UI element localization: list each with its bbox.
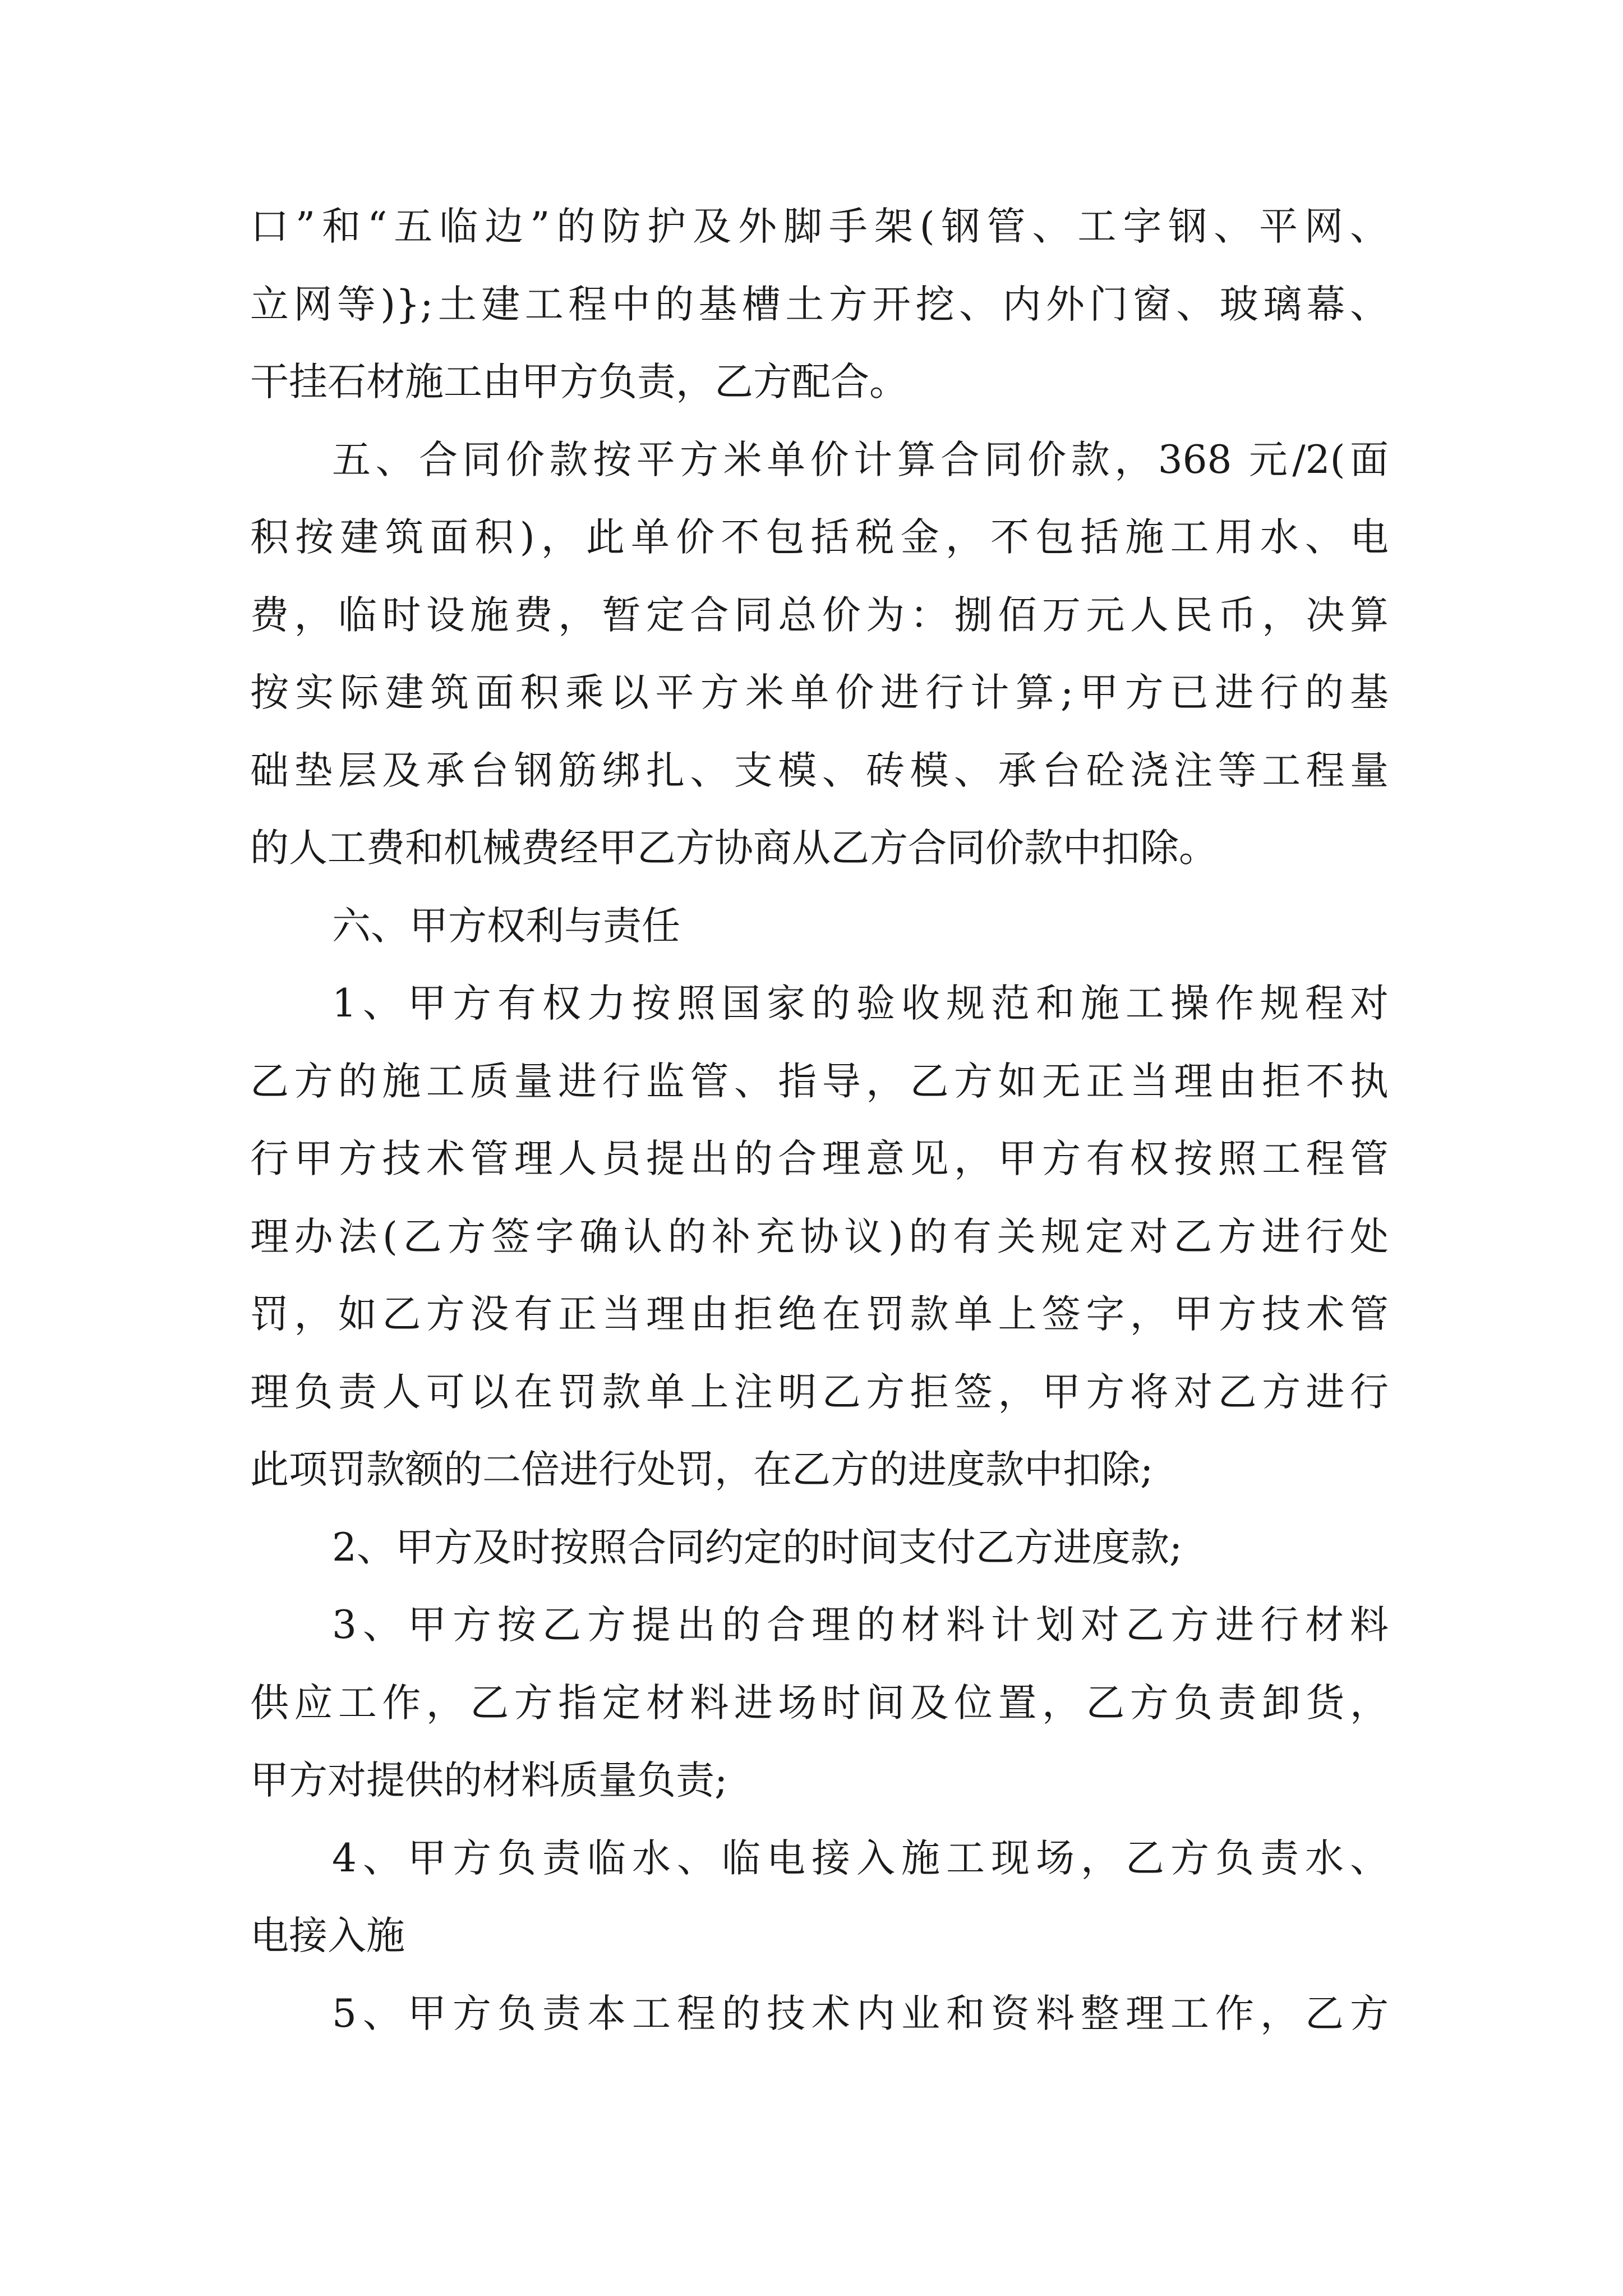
text-line: 理负责人可以在罚款单上注明乙方拒签，甲方将对乙方进行 <box>250 1369 1389 1415</box>
text-line: 乙方的施工质量进行监管、指导，乙方如无正当理由拒不执 <box>250 1059 1389 1104</box>
text-line: 3、甲方按乙方提出的合理的材料计划对乙方进行材料 <box>332 1603 1389 1648</box>
document-body <box>250 204 1389 2072</box>
text-line: 1、甲方有权力按照国家的验收规范和施工操作规程对 <box>332 981 1389 1026</box>
text-line: 按实际建筑面积乘以平方米单价进行计算;甲方已进行的基 <box>250 670 1389 715</box>
text-line: 费，临时设施费，暂定合同总价为：捌佰万元人民币，决算 <box>250 592 1389 638</box>
text-line: 六、甲方权利与责任 <box>332 903 680 949</box>
text-line: 2、甲方及时按照合同约定的时间支付乙方进度款; <box>332 1525 1183 1570</box>
text-line: 础垫层及承台钢筋绑扎、支模、砖模、承台砼浇注等工程量 <box>250 748 1389 793</box>
text-line: 5、甲方负责本工程的技术内业和资料整理工作，乙方 <box>332 1991 1389 2036</box>
text-line: 口”和“五临边”的防护及外脚手架(钢管、工字钢、平网、 <box>250 204 1389 249</box>
text-line: 罚，如乙方没有正当理由拒绝在罚款单上签字，甲方技术管 <box>250 1292 1389 1337</box>
text-line: 干挂石材施工由甲方负责，乙方配合。 <box>250 360 908 404</box>
text-line: 的人工费和机械费经甲乙方协商从乙方合同价款中扣除。 <box>250 826 1218 871</box>
text-line: 4、甲方负责临水、临电接入施工现场，乙方负责水、 <box>332 1835 1389 1881</box>
text-line: 行甲方技术管理人员提出的合理意见，甲方有权按照工程管 <box>250 1137 1389 1181</box>
text-line: 此项罚款额的二倍进行处罚，在乙方的进度款中扣除; <box>250 1447 1154 1492</box>
text-line: 立网等)};土建工程中的基槽土方开挖、内外门窗、玻璃幕、 <box>250 282 1389 327</box>
text-line: 五、合同价款按平方米单价计算合同价款，368 元/2(面 <box>332 437 1389 482</box>
text-line: 电接入施 <box>250 1913 405 1958</box>
text-line: 理办法(乙方签字确认的补充协议)的有关规定对乙方进行处 <box>250 1214 1389 1259</box>
text-line: 供应工作，乙方指定材料进场时间及位置，乙方负责卸货， <box>250 1680 1389 1726</box>
text-line: 积按建筑面积)，此单价不包括税金，不包括施工用水、电 <box>250 515 1389 560</box>
text-line: 甲方对提供的材料质量负责; <box>250 1758 728 1803</box>
